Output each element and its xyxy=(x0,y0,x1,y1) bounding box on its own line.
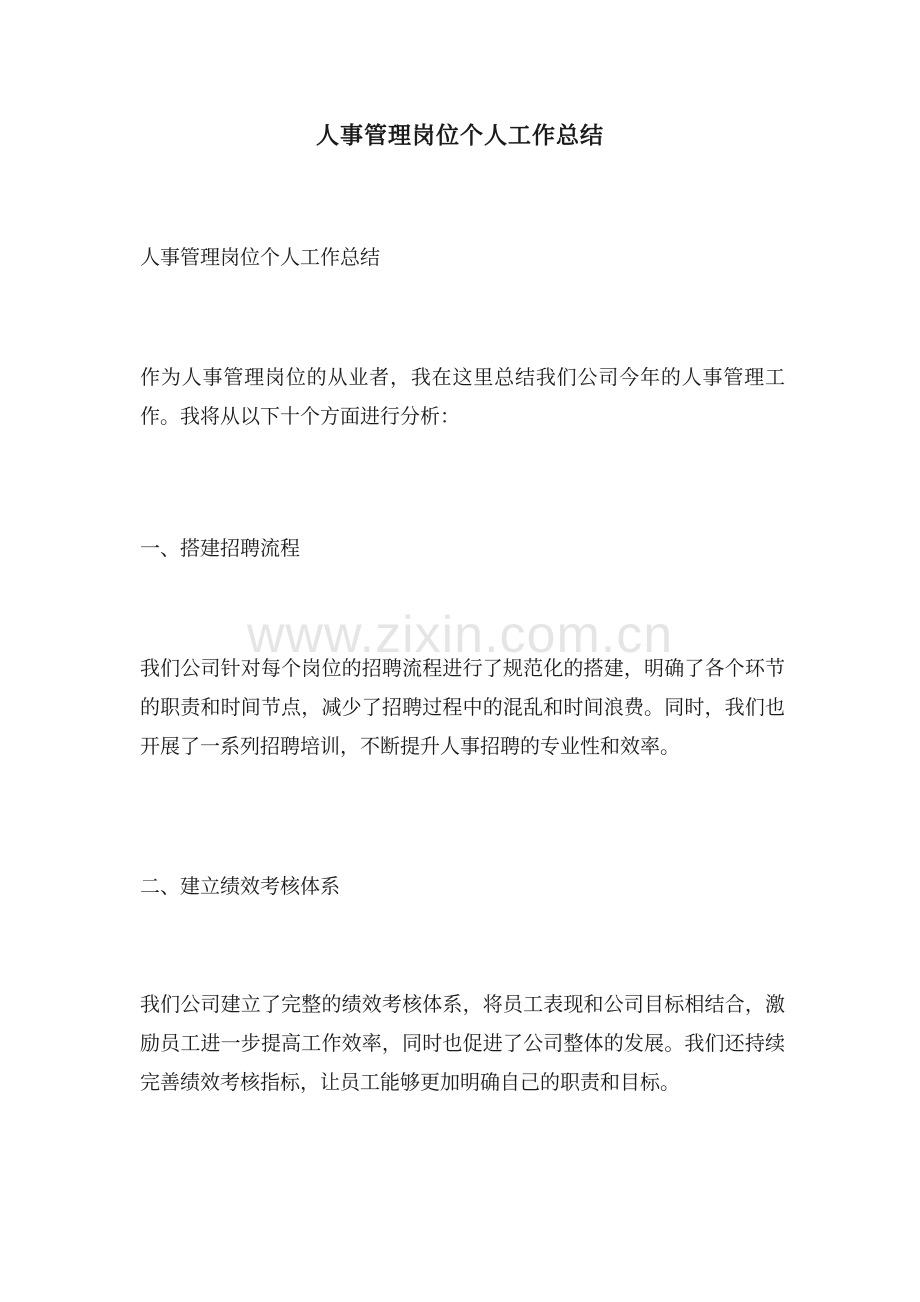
section-body-2: 我们公司建立了完整的绩效考核体系，将员工表现和公司目标相结合，激励员工进一步提高工作效率，同时也促进了公司整体的发展。我们还持续完善绩效考核指标，让员工能够更加明确自己的职责和目标。 xyxy=(140,992,785,1094)
section-body-1: 我们公司针对每个岗位的招聘流程进行了规范化的搭建，明确了各个环节的职责和时间节点，减少了招聘过程中的混乱和时间浪费。同时，我们也开展了一系列招聘培训，不断提升人事招聘的专业性和效率。 xyxy=(140,656,785,758)
intro-paragraph: 作为人事管理岗位的从业者，我在这里总结我们公司今年的人事管理工作。我将从以下十个方面进行分析： xyxy=(140,365,785,428)
section-heading-1: 一、搭建招聘流程 xyxy=(140,536,300,560)
document-title: 人事管理岗位个人工作总结 xyxy=(316,122,604,149)
document-subtitle: 人事管理岗位个人工作总结 xyxy=(140,245,380,269)
section-heading-2: 二、建立绩效考核体系 xyxy=(140,874,340,898)
watermark-text: www.zixin.com.cn xyxy=(246,606,674,664)
